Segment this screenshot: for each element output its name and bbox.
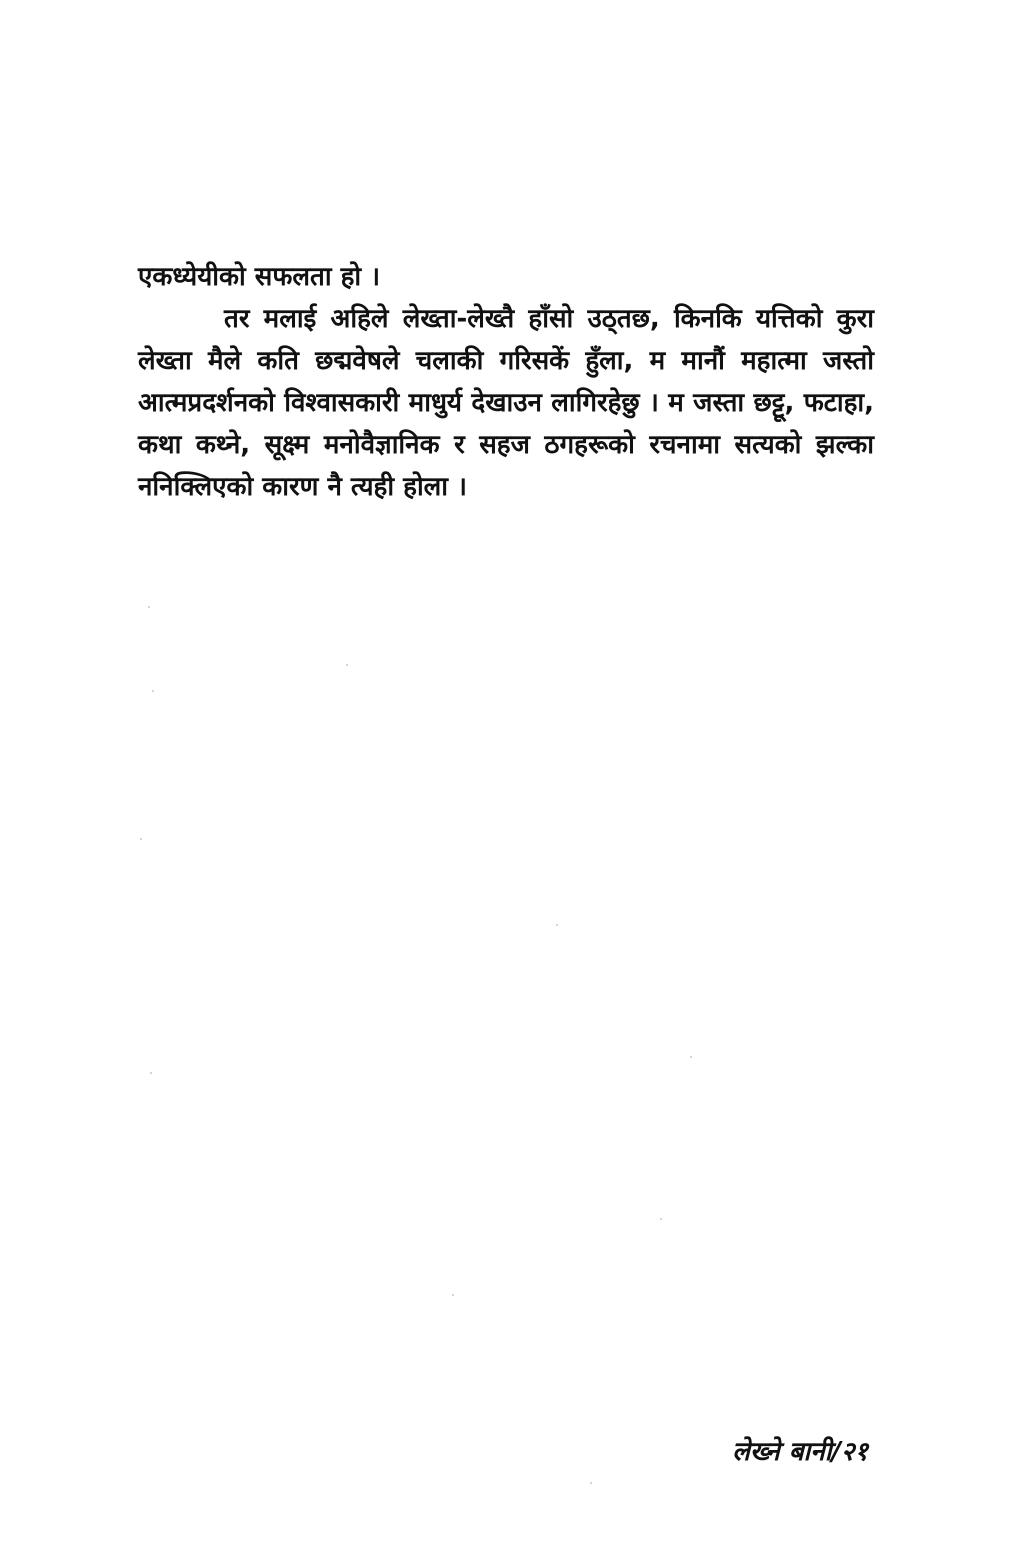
- scan-speck: [690, 1056, 692, 1058]
- scan-speck: [148, 606, 150, 608]
- body-text: [138, 256, 874, 508]
- scan-speck: [590, 1482, 592, 1484]
- paragraph: तर मलाई अहिले लेख्ता-लेख्तै हाँसो उठ्तछ, किनकि यत्तिको कुरा लेख्ता मैले कति छद्मवेषले चलाकी गरिसकें हुँला, म मानौं महात्मा जस्तो आत्मप्रदर्शनको विश्वासकारी माधुर्य देखाउन लागिरहेछु । म जस्ता छट्टू, फटाहा, कथा कथ्ने, सूक्ष्म मनोवैज्ञानिक र सहज ठगहरूको रचनामा सत्यको झल्का ननिक्लिएको कारण नै त्यही होला ।: [138, 304, 874, 502]
- scan-speck: [346, 664, 348, 666]
- page-footer: [732, 1432, 868, 1468]
- scan-speck: [452, 1294, 454, 1296]
- running-title: लेख्ने बानी: [732, 1437, 832, 1467]
- scan-speck: [152, 690, 154, 692]
- scan-speck: [660, 1218, 662, 1220]
- paragraph-continuation: एकध्येयीको सफलता हो ।: [138, 262, 381, 292]
- scan-speck: [556, 924, 558, 926]
- page-number: २१: [840, 1437, 868, 1467]
- footer-separator: /: [831, 1437, 841, 1467]
- scan-speck: [140, 838, 142, 840]
- scan-speck: [150, 1072, 152, 1074]
